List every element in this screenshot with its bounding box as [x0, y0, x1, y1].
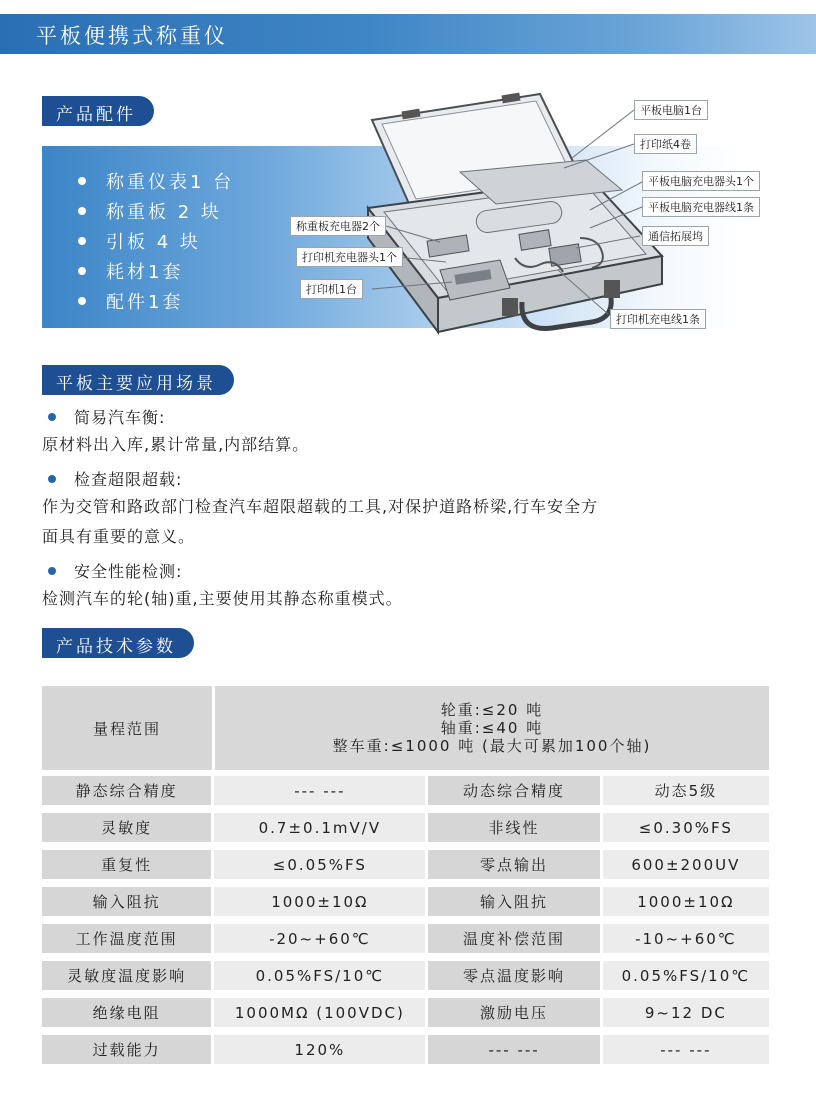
scenario-title: 检查超限超载:	[48, 467, 182, 490]
accessories-list	[78, 166, 234, 316]
spec-value: 0.05%FS/10℃	[214, 961, 425, 990]
case-lock	[604, 280, 620, 298]
table-row	[42, 961, 769, 990]
spec-label: 温度补偿范围	[428, 924, 599, 953]
callout-tablet-charger-head: 平板电脑充电器头1个	[642, 171, 760, 191]
spec-value: --- ---	[603, 1035, 769, 1064]
section-title-specs: 产品技术参数	[42, 628, 194, 658]
spec-value: 动态5级	[603, 776, 769, 805]
bullet-icon	[78, 207, 86, 215]
spec-value: ≤0.05%FS	[214, 850, 425, 879]
callout-paper: 打印纸4卷	[634, 134, 697, 154]
spec-range-values	[215, 686, 769, 770]
bullet-icon	[78, 237, 86, 245]
page-title: 平板便携式称重仪	[36, 24, 228, 48]
spec-value: 整车重:≤1000 吨 (最大可累加100个轴)	[332, 737, 652, 755]
spec-value: 0.7±0.1mV/V	[214, 813, 425, 842]
spec-label: 非线性	[428, 813, 599, 842]
spec-value: -10~+60℃	[603, 924, 769, 953]
case-lock	[502, 298, 518, 316]
spec-value: 轴重:≤40 吨	[440, 719, 544, 737]
spec-label: 动态综合精度	[428, 776, 599, 805]
spec-value: 1000MΩ (100VDC)	[214, 998, 425, 1027]
bullet-icon	[78, 267, 86, 275]
scenario-title: 安全性能检测:	[48, 559, 182, 582]
header-banner	[0, 14, 816, 54]
spec-label: 过载能力	[42, 1035, 211, 1064]
spec-label: 绝缘电阻	[42, 998, 211, 1027]
callout-printer: 打印机1台	[300, 279, 363, 299]
callout-tablet: 平板电脑1台	[634, 100, 708, 120]
table-row	[42, 998, 769, 1027]
accessory-item: 耗材1套	[78, 256, 234, 286]
spec-value: 9~12 DC	[603, 998, 769, 1027]
spec-value: -20~+60℃	[214, 924, 425, 953]
accessory-item: 称重仪表1 台	[78, 166, 234, 196]
callout-printer-cable: 打印机充电线1条	[610, 309, 706, 329]
spec-value: ≤0.30%FS	[603, 813, 769, 842]
spec-value: 0.05%FS/10℃	[603, 961, 769, 990]
table-row	[42, 686, 769, 770]
table-row	[42, 1035, 769, 1064]
scenario-desc: 原材料出入库,累计常量,内部结算。	[42, 435, 310, 454]
table-row	[42, 850, 769, 879]
scenario-desc: 检测汽车的轮(轴)重,主要使用其静态称重模式。	[42, 589, 403, 608]
spec-label: 灵敏度温度影响	[42, 961, 211, 990]
spec-value: 1000±10Ω	[603, 887, 769, 916]
spec-value: 120%	[214, 1035, 425, 1064]
spec-label: 灵敏度	[42, 813, 211, 842]
scenario-desc: 面具有重要的意义。	[42, 527, 196, 546]
spec-label: 激励电压	[428, 998, 599, 1027]
scenario-title: 简易汽车衡:	[48, 405, 165, 428]
scenario-desc: 作为交管和路政部门检查汽车超限超载的工具,对保护道路桥梁,行车安全方	[42, 497, 599, 516]
spec-label: 零点温度影响	[428, 961, 599, 990]
spec-label: 静态综合精度	[42, 776, 211, 805]
spec-label: 量程范围	[42, 686, 212, 770]
spec-label: 输入阻抗	[428, 887, 599, 916]
table-row	[42, 924, 769, 953]
bullet-icon	[78, 297, 86, 305]
callout-tablet-charger-cable: 平板电脑充电器线1条	[642, 197, 760, 217]
callout-board-charger: 称重板充电器2个	[290, 216, 386, 236]
spec-label: 工作温度范围	[42, 924, 211, 953]
spec-value: 600±200UV	[603, 850, 769, 879]
spec-label: 输入阻抗	[42, 887, 211, 916]
accessory-item: 称重板 2 块	[78, 196, 234, 226]
table-row	[42, 887, 769, 916]
spec-label: 重复性	[42, 850, 211, 879]
spec-value: --- ---	[214, 776, 425, 805]
table-row	[42, 776, 769, 805]
callout-printer-charger-head: 打印机充电器头1个	[296, 247, 403, 267]
bullet-icon	[48, 567, 56, 575]
bullet-icon	[48, 475, 56, 483]
accessory-item: 引板 4 块	[78, 226, 234, 256]
accessory-item: 配件1套	[78, 286, 234, 316]
callout-dock: 通信拓展坞	[642, 226, 709, 246]
spec-value: 1000±10Ω	[214, 887, 425, 916]
spec-value: 轮重:≤20 吨	[440, 701, 544, 719]
bullet-icon	[48, 413, 56, 421]
section-title-accessories: 产品配件	[42, 96, 154, 126]
section-title-scenarios: 平板主要应用场景	[42, 365, 234, 395]
bullet-icon	[78, 177, 86, 185]
spec-label: --- ---	[428, 1035, 599, 1064]
table-row	[42, 813, 769, 842]
spec-label: 零点输出	[428, 850, 599, 879]
